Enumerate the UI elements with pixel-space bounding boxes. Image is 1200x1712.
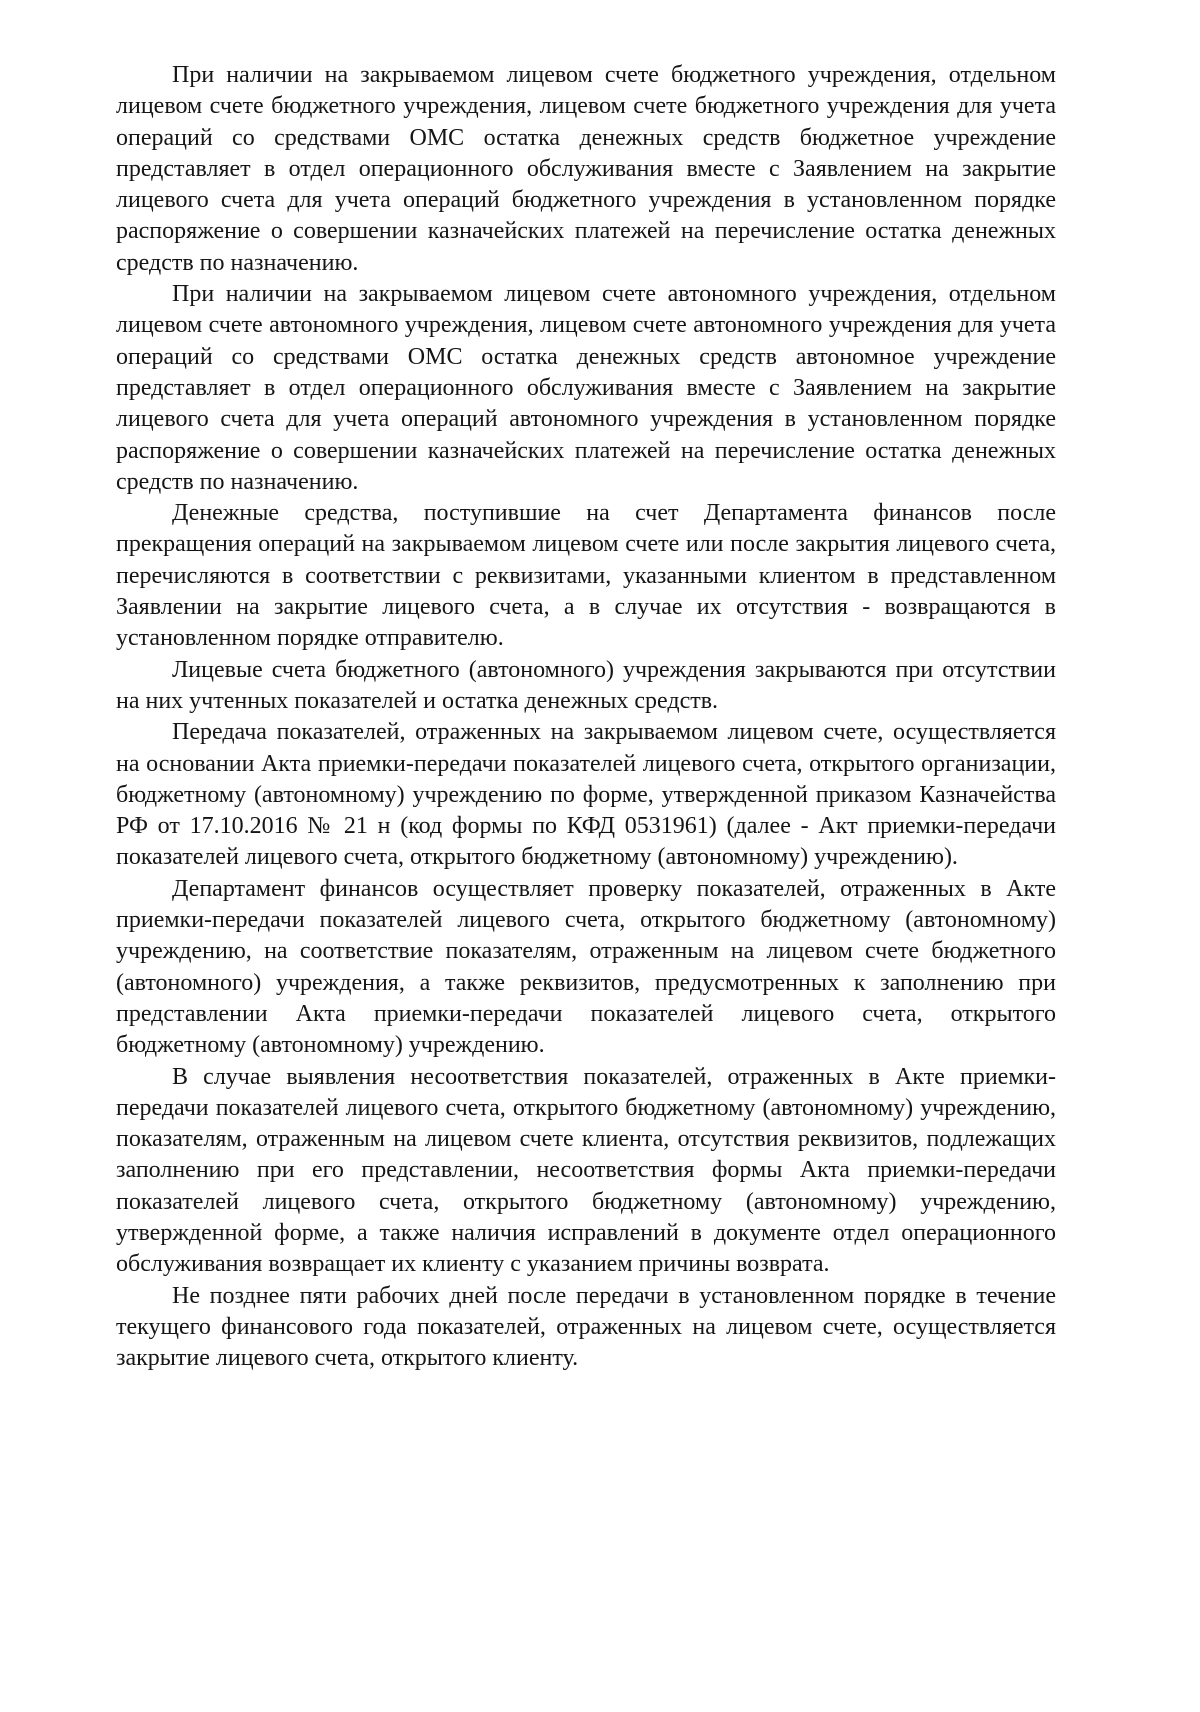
paragraph-discrepancy-return: В случае выявления несоответствия показателей, отраженных в Акте приемки-передачи показателей лицевого счета, открытого бюджетному (автономному) учреждению, показателям, отраженным на лицевом счете клиента, отсутствия реквизитов, подлежащих заполнению при его представлении, несоответствия формы Акта приемки-передачи показателей лицевого счета, открытого бюджетному (автономному) учреждению, утвержденной форме, а также наличия исправлений в документе отдел операционного обслуживания возвращает их клиенту с указанием причины возврата. xyxy=(116,1063,1056,1278)
paragraph-account-closing-condition: Лицевые счета бюджетного (автономного) учреждения закрываются при отсутствии на них учтенных показателей и остатка денежных средств. xyxy=(116,656,1056,714)
paragraph-autonomous-institution-balance: При наличии на закрываемом лицевом счете автономного учреждения, отдельном лицевом счете автономного учреждения, лицевом счете автономного учреждения для учета операций со средствами ОМС остатка денежных средств автономное учреждение представляет в отдел операционного обслуживания вместе с Заявлением на закрытие лицевого счета для учета операций автономного учреждения в установленном порядке распоряжение о совершении казначейских платежей на перечисление остатка денежных средств по назначению. xyxy=(116,281,1056,495)
paragraph-budget-institution-balance: При наличии на закрываемом лицевом счете бюджетного учреждения, отдельном лицевом счете бюджетного учреждения, лицевом счете бюджетного учреждения для учета операций со средствами ОМС остатка денежных средств бюджетное учреждение представляет в отдел операционного обслуживания вместе с Заявлением на закрытие лицевого счета для учета операций бюджетного учреждения в установленном порядке распоряжение о совершении казначейских платежей на перечисление остатка денежных средств по назначению. xyxy=(116,62,1056,276)
paragraph-act-verification: Департамент финансов осуществляет проверку показателей, отраженных в Акте приемки-передачи показателей лицевого счета, открытого бюджетному (автономному) учреждению, на соответствие показателям, отраженным на лицевом счете бюджетного (автономного) учреждения, а также реквизитов, предусмотренных к заполнению при представлении Акта приемки-передачи показателей лицевого счета, открытого бюджетному (автономному) учреждению. xyxy=(116,875,1056,1059)
document-body xyxy=(116,60,1056,1374)
paragraph-closing-deadline: Не позднее пяти рабочих дней после передачи в установленном порядке в течение текущего финансового года показателей, отраженных на лицевом счете, осуществляется закрытие лицевого счета, открытого клиенту. xyxy=(116,1282,1056,1372)
paragraph-transfer-act: Передача показателей, отраженных на закрываемом лицевом счете, осуществляется на основании Акта приемки-передачи показателей лицевого счета, открытого организации, бюджетному (автономному) учреждению по форме, утвержденной приказом Казначейства РФ от 17.10.2016 № 21 н (код формы по КФД 0531961) (далее - Акт приемки-передачи показателей лицевого счета, открытого бюджетному (автономному) учреждению). xyxy=(116,719,1056,871)
paragraph-incoming-funds-return: Денежные средства, поступившие на счет Департамента финансов после прекращения операций на закрываемом лицевом счете или после закрытия лицевого счета, перечисляются в соответствии с реквизитами, указанными клиентом в представленном Заявлении на закрытие лицевого счета, а в случае их отсутствия - возвращаются в установленном порядке отправителю. xyxy=(116,500,1056,652)
